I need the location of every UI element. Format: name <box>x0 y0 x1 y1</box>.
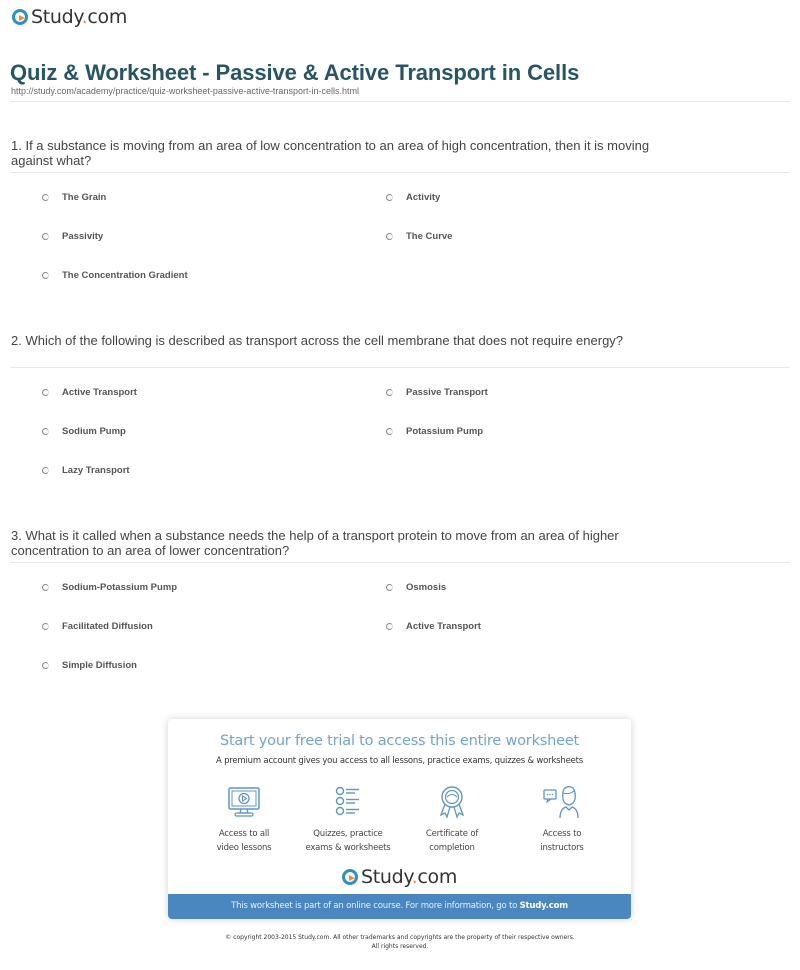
study-link[interactable]: Study.com <box>519 901 568 911</box>
q1-option-3[interactable]: Passivity <box>42 231 103 242</box>
question-2-text: 2. Which of the following is described as transport across the cell membrane that does not require energy? <box>11 333 624 348</box>
q2-option-4[interactable]: Potassium Pump <box>386 426 483 437</box>
radio-button[interactable] <box>42 662 49 669</box>
certificate-ribbon-icon <box>435 785 469 819</box>
radio-button[interactable] <box>42 272 49 279</box>
q2-option-2[interactable]: Passive Transport <box>386 387 488 398</box>
radio-button[interactable] <box>42 194 49 201</box>
divider <box>10 562 790 563</box>
play-circle-icon <box>12 9 28 25</box>
radio-button[interactable] <box>42 584 49 591</box>
feature-quizzes <box>293 785 403 855</box>
logo-text: Study.com <box>360 866 458 888</box>
instructor-chat-icon <box>542 785 582 819</box>
q2-option-3[interactable]: Sodium Pump <box>42 426 126 437</box>
feature-video-lessons <box>189 785 299 855</box>
feature-label: Access to instructors <box>540 829 584 853</box>
q1-option-1[interactable]: The Grain <box>42 192 106 203</box>
radio-button[interactable] <box>386 233 393 240</box>
q1-option-5[interactable]: The Concentration Gradient <box>42 270 188 281</box>
question-3-text: 3. What is it called when a substance needs the help of a transport protein to move from an area of higher concentration to an area of lower concentration? <box>11 528 619 558</box>
promo-info-bar: This worksheet is part of an online course. For more information, go to Study.com <box>168 894 631 919</box>
divider <box>10 101 790 102</box>
radio-button[interactable] <box>42 389 49 396</box>
radio-button[interactable] <box>386 194 393 201</box>
divider <box>10 172 790 173</box>
video-monitor-icon <box>227 785 261 819</box>
question-1-text: 1. If a substance is moving from an area of low concentration to an area of high concentration, then it is moving against what? <box>11 138 650 168</box>
promo-subtitle: A premium account gives you access to all lessons, practice exams, quizzes & worksheets <box>215 756 584 766</box>
play-circle-icon <box>342 869 358 885</box>
q1-option-4[interactable]: The Curve <box>386 231 452 242</box>
feature-label: Quizzes, practice exams & worksheets <box>305 829 391 853</box>
feature-instructors <box>507 785 617 855</box>
free-trial-promo <box>168 719 631 919</box>
feature-label: Certificate of completion <box>425 829 479 853</box>
feature-certificate <box>397 785 507 855</box>
q3-option-1[interactable]: Sodium-Potassium Pump <box>42 582 177 593</box>
q2-option-1[interactable]: Active Transport <box>42 387 137 398</box>
radio-button[interactable] <box>386 584 393 591</box>
quiz-list-icon <box>331 785 365 819</box>
q3-option-2[interactable]: Osmosis <box>386 582 446 593</box>
radio-button[interactable] <box>42 623 49 630</box>
q1-option-2[interactable]: Activity <box>386 192 440 203</box>
radio-button[interactable] <box>386 389 393 396</box>
promo-study-logo[interactable] <box>168 866 631 888</box>
feature-label: Access to all video lessons <box>216 829 272 853</box>
q3-option-3[interactable]: Facilitated Diffusion <box>42 621 153 632</box>
page-url: http://study.com/academy/practice/quiz-worksheet-passive-active-transport-in-cells.html <box>11 86 359 96</box>
radio-button[interactable] <box>386 623 393 630</box>
radio-button[interactable] <box>42 428 49 435</box>
q3-option-5[interactable]: Simple Diffusion <box>42 660 137 671</box>
q3-option-4[interactable]: Active Transport <box>386 621 481 632</box>
radio-button[interactable] <box>42 233 49 240</box>
copyright-notice: © copyright 2003-2015 Study.com. All other trademarks and copyrights are the property of their respective owners. All rights reserved. <box>225 934 575 950</box>
radio-button[interactable] <box>386 428 393 435</box>
study-logo[interactable] <box>12 6 127 28</box>
divider <box>10 367 790 368</box>
promo-title[interactable]: Start your free trial to access this entire worksheet <box>219 733 580 749</box>
logo-text: Study.com <box>31 6 128 28</box>
radio-button[interactable] <box>42 467 49 474</box>
q2-option-5[interactable]: Lazy Transport <box>42 465 130 476</box>
page-title: Quiz & Worksheet - Passive & Active Transport in Cells <box>10 60 580 85</box>
